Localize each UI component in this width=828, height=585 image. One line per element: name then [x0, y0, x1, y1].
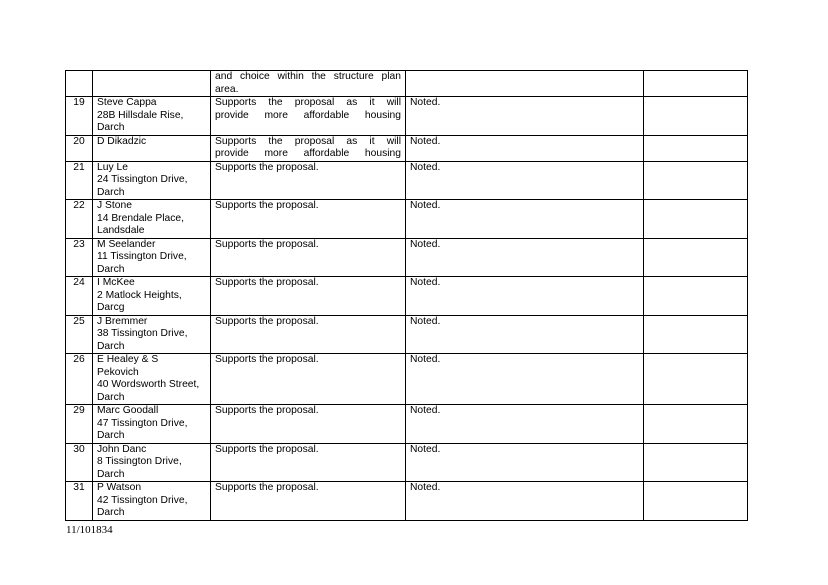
extra-cell	[644, 238, 748, 277]
response-cell: Noted.	[406, 135, 644, 161]
extra-cell	[644, 443, 748, 482]
response-cell	[406, 71, 644, 97]
comment-line: Supports the proposal.	[215, 405, 319, 416]
submitter-cell	[93, 200, 211, 239]
comment-cell	[211, 200, 406, 239]
submission-number-cell: 30	[66, 443, 93, 482]
comment-line: and choice within the structure plan	[215, 71, 401, 82]
submitter-line: 11 Tissington Drive,	[97, 251, 187, 262]
extra-cell	[644, 71, 748, 97]
comment-cell	[211, 71, 406, 97]
submitter-line: J Bremmer	[97, 315, 148, 327]
comment-line: Supports the proposal.	[215, 277, 319, 288]
comment-cell	[211, 135, 406, 161]
submitter-line: 24 Tissington Drive,	[97, 174, 188, 185]
extra-cell	[644, 97, 748, 136]
submitter-line: 2 Matlock Heights,	[97, 289, 182, 301]
submission-number-cell: 23	[66, 238, 93, 277]
submissions-table	[65, 70, 748, 521]
response-cell: Noted.	[406, 443, 644, 482]
submitter-line: D Dikadzic	[97, 135, 147, 147]
table-row	[66, 200, 748, 239]
submitter-line: 47 Tissington Drive,	[97, 417, 188, 429]
comment-line: Supports the proposal.	[215, 315, 319, 327]
comment-line: Supports the proposal.	[215, 443, 319, 455]
response-cell: Noted.	[406, 315, 644, 354]
comment-cell	[211, 97, 406, 136]
comment-line: Supports the proposal.	[215, 238, 319, 250]
submitter-line: John Danc	[97, 443, 147, 455]
table-row	[66, 238, 748, 277]
submitter-line: Darcg	[97, 302, 125, 313]
extra-cell	[644, 135, 748, 161]
submission-number-cell	[66, 71, 93, 97]
submitter-line: Luy Le	[97, 161, 128, 173]
submitter-cell	[93, 238, 211, 277]
submitter-line: Darch	[97, 430, 125, 441]
comment-cell	[211, 482, 406, 521]
submitter-line: Darch	[97, 263, 125, 275]
comment-line: Supports the proposal.	[215, 200, 319, 211]
table-row	[66, 443, 748, 482]
submission-number-cell: 20	[66, 135, 93, 161]
submission-number-cell: 24	[66, 277, 93, 316]
submitter-line: 8 Tissington Drive,	[97, 456, 182, 467]
submitter-line: E Healey & S	[97, 354, 159, 365]
submitter-line: Darch	[97, 391, 125, 403]
comment-line: provide more affordable housing	[215, 148, 401, 159]
submission-number-cell: 19	[66, 97, 93, 136]
submissions-table-body	[66, 71, 748, 521]
comment-line: Supports the proposal.	[215, 482, 319, 493]
extra-cell	[644, 315, 748, 354]
comment-line: Supports the proposal.	[215, 354, 319, 365]
comment-cell	[211, 277, 406, 316]
table-row-continuation	[66, 71, 748, 97]
submitter-line: Landsdale	[97, 225, 145, 236]
submitter-cell	[93, 161, 211, 200]
submitter-line: 42 Tissington Drive,	[97, 494, 188, 506]
comment-cell	[211, 315, 406, 354]
response-cell: Noted.	[406, 238, 644, 277]
extra-cell	[644, 277, 748, 316]
submitter-line: Pekovich	[97, 366, 139, 378]
comment-line: Supports the proposal as it will	[215, 135, 401, 147]
submitter-cell	[93, 135, 211, 161]
submitter-cell	[93, 405, 211, 444]
table-row	[66, 277, 748, 316]
extra-cell	[644, 200, 748, 239]
response-cell: Noted.	[406, 161, 644, 200]
submitter-cell	[93, 71, 211, 97]
submission-number-cell: 26	[66, 354, 93, 405]
extra-cell	[644, 405, 748, 444]
submitter-line: 14 Brendale Place,	[97, 212, 185, 224]
submitter-line: Steve Cappa	[97, 97, 157, 108]
submission-number-cell: 25	[66, 315, 93, 354]
table-row	[66, 135, 748, 161]
submitter-line: M Seelander	[97, 238, 156, 250]
submitter-cell	[93, 482, 211, 521]
response-cell: Noted.	[406, 200, 644, 239]
comment-line: area.	[215, 83, 239, 95]
submitter-line: Darch	[97, 186, 125, 198]
comment-line: Supports the proposal.	[215, 161, 319, 173]
submitter-line: J Stone	[97, 200, 132, 211]
table-row	[66, 161, 748, 200]
response-cell: Noted.	[406, 97, 644, 136]
submission-number-cell: 22	[66, 200, 93, 239]
table-row	[66, 482, 748, 521]
table-row	[66, 405, 748, 444]
submitter-line: 38 Tissington Drive,	[97, 328, 188, 339]
response-cell: Noted.	[406, 405, 644, 444]
comment-cell	[211, 405, 406, 444]
submitter-line: 28B Hillsdale Rise,	[97, 109, 184, 121]
submitter-line: Darch	[97, 507, 125, 518]
submitter-line: Darch	[97, 122, 125, 133]
submitter-cell	[93, 315, 211, 354]
submitter-line: Darch	[97, 468, 125, 480]
submitter-line: Marc Goodall	[97, 405, 159, 416]
submitter-cell	[93, 443, 211, 482]
table-row	[66, 315, 748, 354]
extra-cell	[644, 482, 748, 521]
comment-cell	[211, 354, 406, 405]
submitter-cell	[93, 97, 211, 136]
submitter-line: Darch	[97, 340, 125, 352]
extra-cell	[644, 354, 748, 405]
submitter-cell	[93, 277, 211, 316]
document-reference: 11/101834	[66, 524, 113, 536]
response-cell: Noted.	[406, 482, 644, 521]
comment-cell	[211, 161, 406, 200]
response-cell: Noted.	[406, 277, 644, 316]
extra-cell	[644, 161, 748, 200]
submission-number-cell: 21	[66, 161, 93, 200]
submission-number-cell: 31	[66, 482, 93, 521]
table-row	[66, 354, 748, 405]
comment-line: Supports the proposal as it will	[215, 97, 401, 108]
comment-cell	[211, 238, 406, 277]
response-cell: Noted.	[406, 354, 644, 405]
comment-line: provide more affordable housing	[215, 109, 401, 121]
submitter-line: I McKee	[97, 277, 135, 288]
submission-number-cell: 29	[66, 405, 93, 444]
comment-cell	[211, 443, 406, 482]
submitter-line: 40 Wordsworth Street,	[97, 379, 200, 390]
submitter-cell	[93, 354, 211, 405]
table-row	[66, 97, 748, 136]
submitter-line: P Watson	[97, 482, 142, 493]
